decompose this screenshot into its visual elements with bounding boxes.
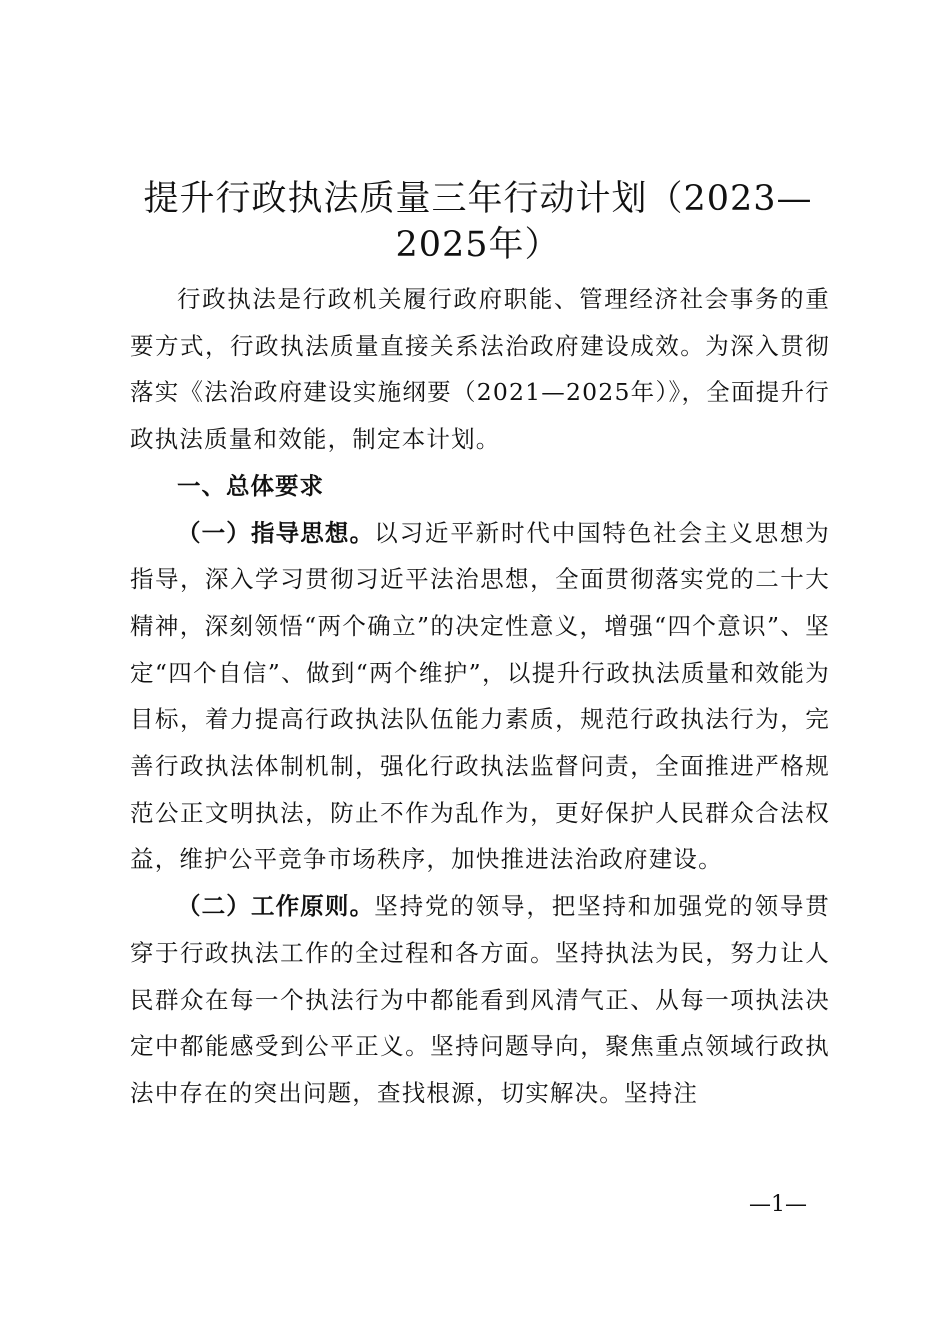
guiding-ideology-lead: （一）指导思想。 — [177, 518, 375, 547]
working-principles-paragraph — [130, 883, 830, 1117]
intro-paragraph: 行政执法是行政机关履行政府职能、管理经济社会事务的重要方式，行政执法质量直接关系法治政府建设成效。为深入贯彻落实《法治政府建设实施纲要（2021—2025年）》，全面提升行政执法质量和效能，制定本计划。 — [130, 285, 830, 454]
working-principles-lead: （二）工作原则。 — [177, 892, 375, 921]
document-title: 提升行政执法质量三年行动计划（2023—2025年） — [143, 179, 813, 265]
working-principles-text: 坚持党的领导，把坚持和加强党的领导贯穿于行政执法工作的全过程和各方面。坚持执法为民，努力让人民群众在每一个执法行为中都能看到风清气正、从每一项执法决定中都能感受到公平正义。坚持问题导向，聚焦重点领域行政执法中存在的突出问题，查找根源，切实解决。坚持注 — [130, 892, 830, 1107]
document-body — [130, 276, 830, 1117]
section-heading-general-requirements: 一、总体要求 — [177, 471, 324, 500]
guiding-ideology-paragraph — [130, 510, 830, 884]
guiding-ideology-text: 以习近平新时代中国特色社会主义思想为指导，深入学习贯彻习近平法治思想，全面贯彻落实党的二十大精神，深刻领悟“两个确立”的决定性意义，增强“四个意识”、坚定“四个自信”、做到“两个维护”，以提升行政执法质量和效能为目标，着力提高行政执法队伍能力素质，规范行政执法行为，完善行政执法体制机制，强化行政执法监督问责，全面推进严格规范公正文明执法，防止不作为乱作为，更好保护人民群众合法权益，维护公平竞争市场秩序，加快推进法治政府建设。 — [130, 518, 830, 874]
page-number: —1— — [749, 1192, 807, 1217]
